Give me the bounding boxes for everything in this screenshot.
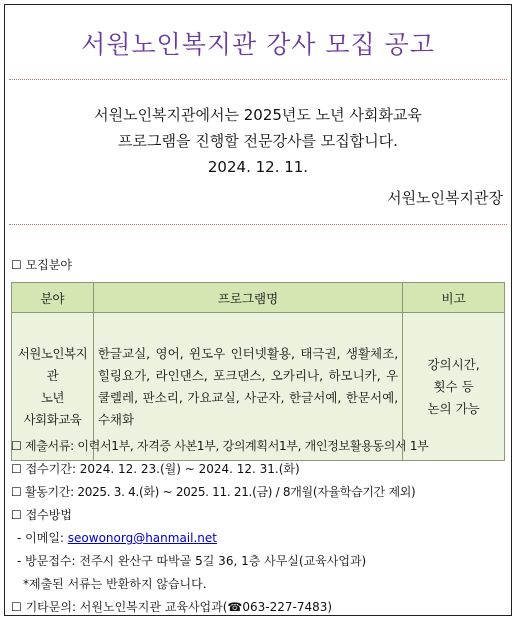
column-header-programs: 프로그램명 [93,283,402,313]
page-title: 서원노인복지관 강사 모집 공고 [81,30,435,59]
application-period-info: ☐ 접수기간: 2024. 12. 23.(월) ~ 2024. 12. 31.(화) [11,462,300,476]
field-line: 서원노인복지관 [17,345,88,383]
email-label: - 이메일: [17,531,68,545]
intro-divider [9,224,507,225]
documents-info: ☐ 제출서류: 이력서1부, 자격증 사본1부, 강의계획서1부, 개인정보활용동의서 1부 [11,439,429,453]
field-line: 사회화교육 [23,411,82,427]
visit-info: - 방문접수: 전주시 완산구 따박골 5길 36, 1층 사무실(교육사업과) [17,554,367,568]
note-line: 논의 가능 [427,400,480,416]
note-line: 횟수 등 [433,378,474,394]
intro-line-2: 프로그램을 진행할 전문강사를 모집합니다. [118,132,398,150]
column-header-note: 비고 [403,283,505,313]
announcement-date: 2024. 12. 11. [207,158,309,176]
field-line: 노년 [40,389,64,405]
email-row [17,529,217,546]
intro-line-1: 서원노인복지관에서는 2025년도 노년 사회화교육 [94,106,422,124]
fields-heading: ☐ 모집분야 [11,258,72,272]
inquiry-info: ☐ 기타문의: 서원노인복지관 교육사업과(☎063-227-7483) [11,600,333,614]
programs-cell: 한글교실, 영어, 윈도우 인터넷활용, 태극권, 생활체조, 힐링요가, 라인댄스, 포크댄스, 오카리나, 하모니카, 우쿨렐레, 판소리, 가요교실, 사군자, 한글서예, 한문서예, 수채화 [93,313,402,461]
table-header-row [12,283,505,313]
recruitment-fields-table [11,282,505,461]
signature: 서원노인복지관장 [387,189,503,207]
activity-period-info: ☐ 활동기간: 2025. 3. 4.(화) ~ 2025. 11. 21.(금) / 8개월(자율학습기간 제외) [11,485,416,499]
method-heading: ☐ 접수방법 [11,508,72,522]
notice-document [4,4,512,616]
note-line: 강의시간, [427,356,480,372]
title-divider [9,79,507,80]
column-header-field: 분야 [12,283,94,313]
return-notice: *제출된 서류는 반환하지 않습니다. [23,577,207,591]
email-link[interactable]: seowonorg@hanmail.net [67,531,217,545]
